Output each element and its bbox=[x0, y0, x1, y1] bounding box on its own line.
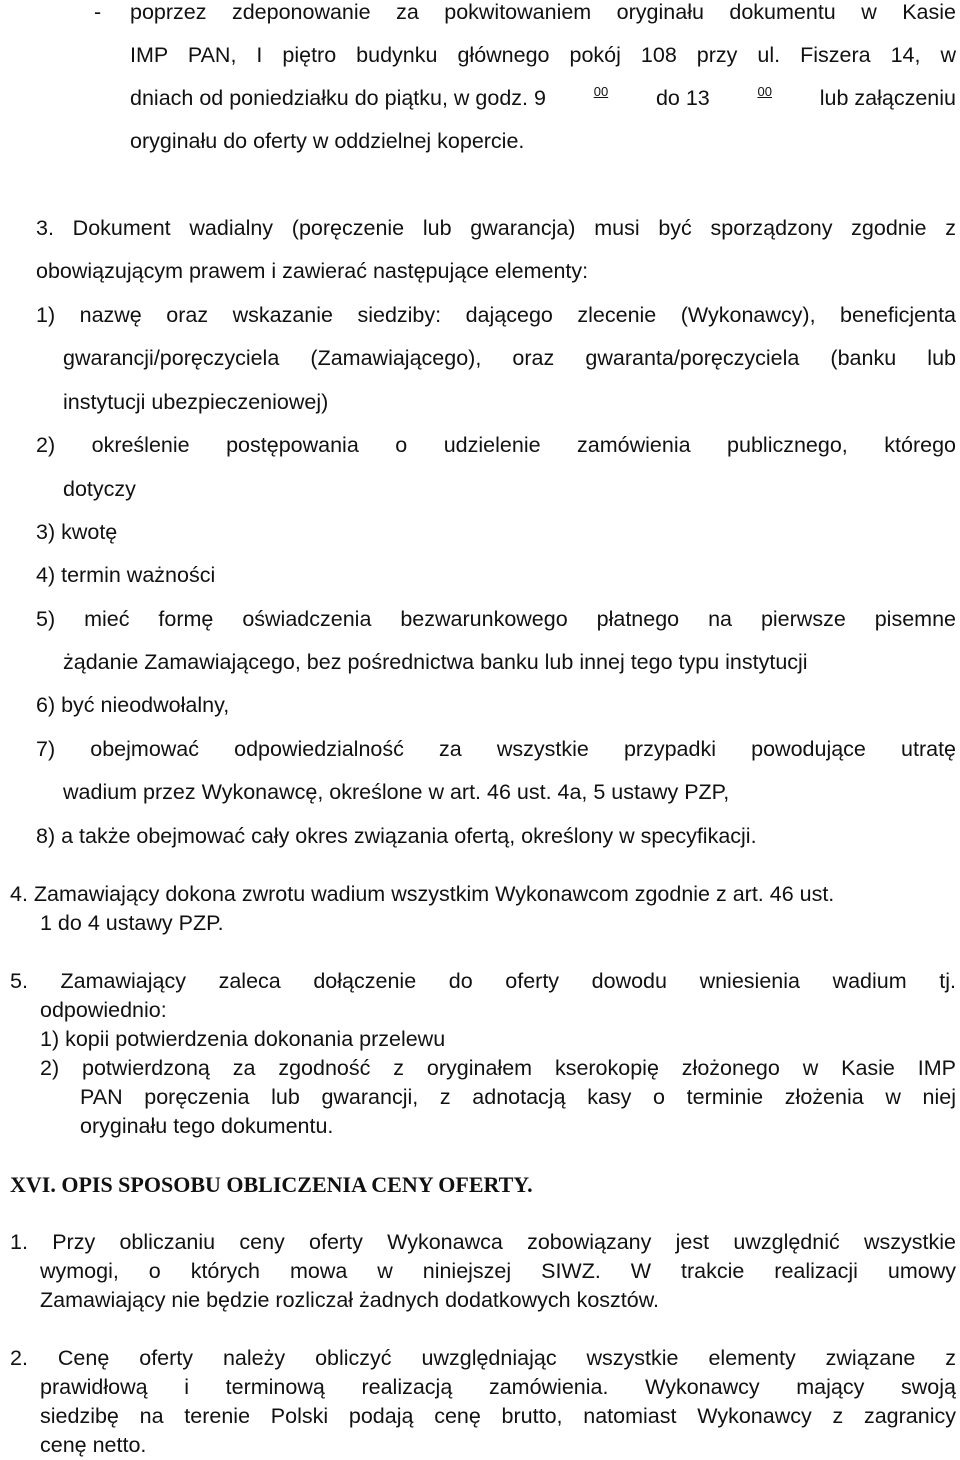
paragraph-line: wymogi, o których mowa w niniejszej SIWZ. W trakcie realizacji umowy bbox=[40, 1259, 956, 1283]
line-segment bbox=[757, 84, 772, 110]
line-segment: lub załączeniu bbox=[819, 86, 956, 110]
paragraph-line: odpowiednio: bbox=[40, 998, 167, 1022]
paragraph-line: 4. Zamawiający dokona zwrotu wadium wszystkim Wykonawcom zgodnie z art. 46 ust. bbox=[10, 882, 835, 906]
list-item: 8) a także obejmować cały okres związania ofertą, określony w specyfikacji. bbox=[36, 824, 757, 848]
paragraph-line: poprzez zdeponowanie za pokwitowaniem oryginału dokumentu w Kasie bbox=[130, 0, 956, 24]
line-segment: dniach od poniedziałku do piątku, w godz. 9 bbox=[130, 86, 546, 110]
paragraph-line: 2) potwierdzoną za zgodność z oryginałem kserokopię złożonego w Kasie IMP bbox=[40, 1056, 956, 1080]
list-item: 1) nazwę oraz wskazanie siedziby: dającego zlecenie (Wykonawcy), beneficjenta bbox=[36, 303, 956, 327]
section-heading: XVI. OPIS SPOSOBU OBLICZENIA CENY OFERTY. bbox=[10, 1172, 533, 1197]
paragraph-line: obowiązującym prawem i zawierać następujące elementy: bbox=[36, 259, 589, 283]
paragraph-line: PAN poręczenia lub gwarancji, z adnotacją kasy o terminie złożenia w niej bbox=[80, 1085, 956, 1109]
paragraph-line: prawidłową i terminową realizacją zamówienia. Wykonawcy mający swoją bbox=[40, 1375, 956, 1399]
paragraph-line: siedzibę na terenie Polski podają cenę brutto, natomiast Wykonawcy z zagranicy bbox=[40, 1404, 956, 1428]
paragraph-line: 5. Zamawiający zaleca dołączenie do oferty dowodu wniesienia wadium tj. bbox=[10, 969, 956, 993]
list-item: żądanie Zamawiającego, bez pośrednictwa banku lub innej tego typu instytucji bbox=[63, 650, 808, 674]
superscript: 00 bbox=[593, 84, 609, 99]
paragraph-line: 3. Dokument wadialny (poręczenie lub gwarancja) musi być sporządzony zgodnie z bbox=[36, 216, 956, 240]
list-item: gwarancji/poręczyciela (Zamawiającego), oraz gwaranta/poręczyciela (banku lub bbox=[63, 346, 956, 370]
list-item: 5) mieć formę oświadczenia bezwarunkowego płatnego na pierwsze pisemne bbox=[36, 607, 956, 631]
list-item: instytucji ubezpieczeniowej) bbox=[63, 390, 329, 414]
list-item: 4) termin ważności bbox=[36, 563, 216, 587]
paragraph-line: Zamawiający nie będzie rozliczał żadnych dodatkowych kosztów. bbox=[40, 1288, 660, 1312]
paragraph-line bbox=[130, 84, 956, 110]
line-segment: do 13 bbox=[655, 86, 710, 110]
list-dash: - bbox=[94, 0, 102, 24]
list-item: 6) być nieodwołalny, bbox=[36, 693, 230, 717]
list-item: wadium przez Wykonawcę, określone w art. 46 ust. 4a, 5 ustawy PZP, bbox=[63, 780, 730, 804]
list-item: 3) kwotę bbox=[36, 520, 118, 544]
list-item: dotyczy bbox=[63, 477, 136, 501]
paragraph-line: 1. Przy obliczaniu ceny oferty Wykonawca zobowiązany jest uwzględnić wszystkie bbox=[10, 1230, 956, 1254]
list-item: 7) obejmować odpowiedzialność za wszystkie przypadki powodujące utratę bbox=[36, 737, 956, 761]
line-segment bbox=[593, 84, 609, 110]
paragraph-line: 2. Cenę oferty należy obliczyć uwzględniając wszystkie elementy związane z bbox=[10, 1346, 956, 1370]
paragraph-line: cenę netto. bbox=[40, 1433, 147, 1457]
paragraph-line: oryginału do oferty w oddzielnej kopercie. bbox=[130, 129, 525, 153]
paragraph-line: IMP PAN, I piętro budynku głównego pokój 108 przy ul. Fiszera 14, w bbox=[130, 43, 956, 67]
paragraph-line: 1 do 4 ustawy PZP. bbox=[40, 911, 224, 935]
paragraph-line: oryginału tego dokumentu. bbox=[80, 1114, 334, 1138]
list-item: 2) określenie postępowania o udzielenie zamówienia publicznego, którego bbox=[36, 433, 956, 457]
superscript: 00 bbox=[757, 84, 772, 99]
paragraph-line: 1) kopii potwierdzenia dokonania przelewu bbox=[40, 1027, 446, 1051]
